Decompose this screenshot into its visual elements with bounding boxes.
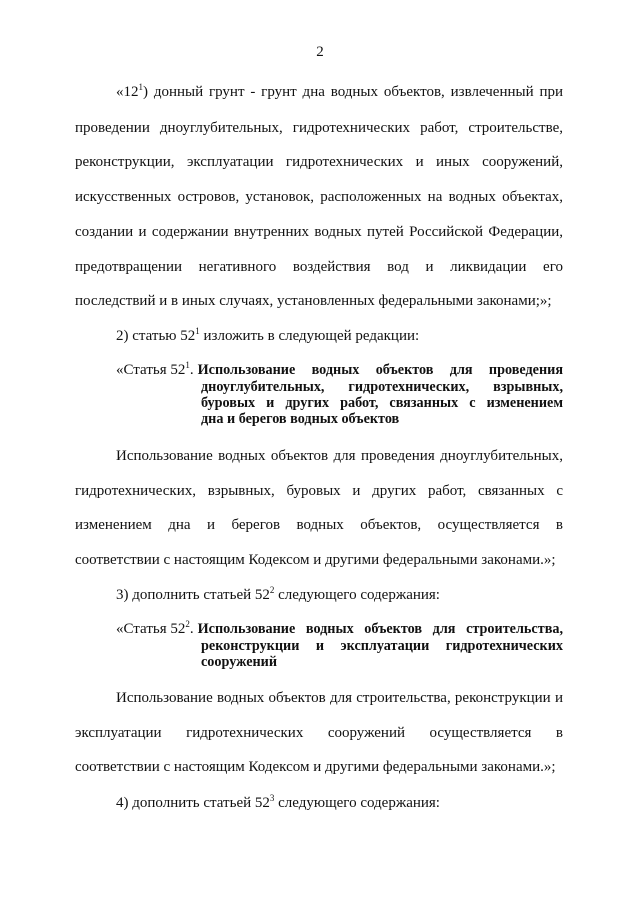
- amendment-item: 2) статью $52^1$ изложить в следующей редакции:: [116, 326, 420, 344]
- article-title-line: дноуглубительных, гидротехнических, взрывных,: [201, 379, 563, 395]
- paragraph-line: создании и содержании внутренних водных путей Российской Федерации,: [75, 224, 563, 240]
- article-heading: [116, 621, 563, 670]
- paragraph-line: эксплуатации гидротехнических сооружений осуществляется в: [75, 725, 563, 741]
- paragraph-line: Использование водных объектов для проведения дноуглубительных,: [116, 448, 563, 464]
- page-number: 2: [316, 44, 324, 60]
- paragraph-line: соответствии с настоящим Кодексом и другими федеральными законами.»;: [75, 759, 556, 775]
- paragraph-line: соответствии с настоящим Кодексом и другими федеральными законами.»;: [75, 552, 556, 568]
- paragraph-line: проведении дноуглубительных, гидротехнических работ, строительстве,: [75, 120, 563, 136]
- paragraph-line: «$12^1$) донный грунт - грунт дна водных объектов, извлеченный при: [116, 82, 563, 100]
- paragraph-line: искусственных островов, установок, расположенных на водных объектах,: [75, 189, 563, 205]
- paragraph-line: предотвращении негативного воздействия вод и ликвидации его: [75, 259, 563, 275]
- article-title-line: Использование водных объектов для строительства,: [197, 621, 563, 637]
- article-title-line: Использование водных объектов для проведения: [197, 362, 563, 378]
- paragraph-line: реконструкции, эксплуатации гидротехнических и иных сооружений,: [75, 154, 563, 170]
- article-number: «Статья $52^2$.: [116, 619, 194, 637]
- article-heading: [116, 362, 563, 427]
- paragraph-line: последствий и в иных случаях, установленных федеральными законами;»;: [75, 293, 552, 309]
- amendment-item: 3) дополнить статьей $52^2$ следующего содержания:: [116, 585, 440, 603]
- article-title-line: реконструкции и эксплуатации гидротехнических: [201, 638, 563, 654]
- paragraph-line: Использование водных объектов для строительства, реконструкции и: [116, 690, 563, 706]
- amendment-item: 4) дополнить статьей $52^3$ следующего содержания:: [116, 793, 440, 811]
- article-title-line: сооружений: [201, 654, 278, 670]
- article-number: «Статья $52^1$.: [116, 360, 194, 378]
- paragraph-line: изменением дна и берегов водных объектов, осуществляется в: [75, 517, 563, 533]
- article-title-line: дна и берегов водных объектов: [201, 411, 400, 427]
- article-title-line: буровых и других работ, связанных с изменением: [201, 395, 563, 411]
- paragraph-line: гидротехнических, взрывных, буровых и других работ, связанных с: [75, 483, 563, 499]
